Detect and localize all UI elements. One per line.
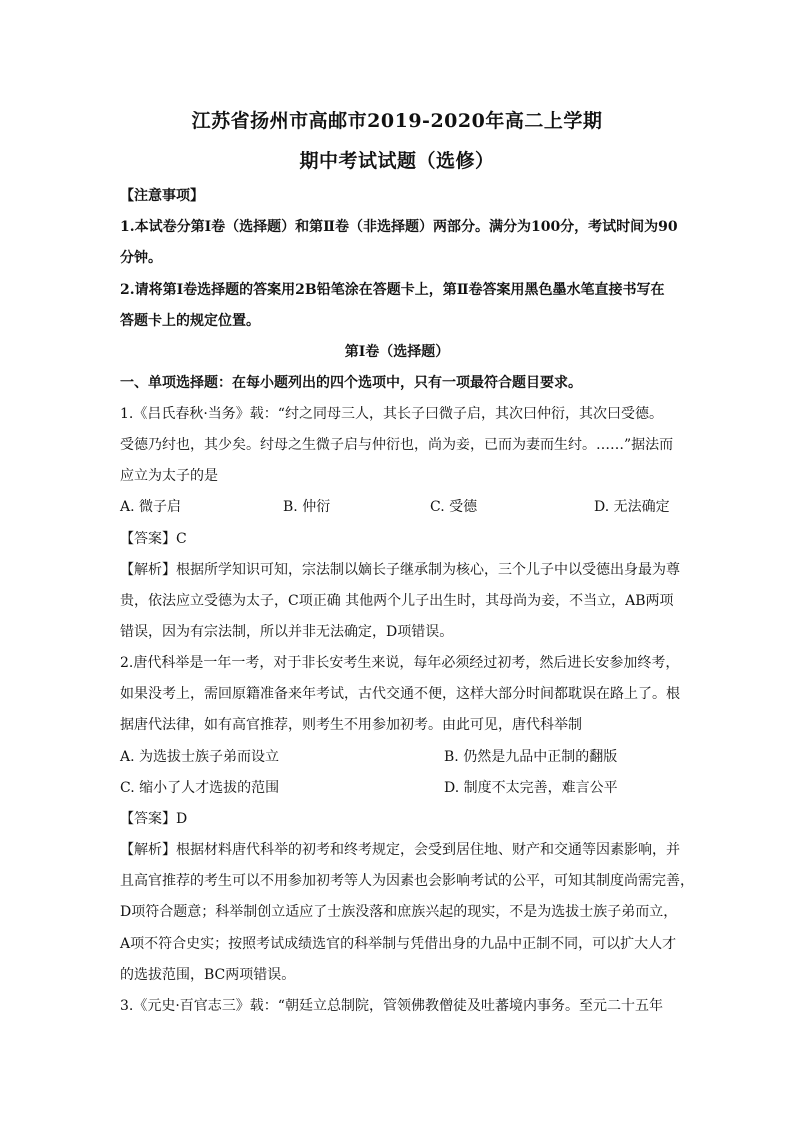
question-1-analysis: 贵，依法应立受德为太子，C项正确 其他两个儿子出生时，其母尚为妾，不当立，AB两项 (120, 593, 674, 609)
question-1-text: 1.《吕氏春秋·当务》载：“纣之同母三人，其长子曰微子启，其次曰仲衍，其次曰受德。 (120, 406, 663, 422)
notice-line: 答题卡上的规定位置。 (120, 313, 260, 329)
question-2-analysis: 【解析】根据材料唐代科举的初考和终考规定，会受到居住地、财产和交通等因素影响，并 (120, 842, 680, 858)
notice-line: 1.本试卷分第Ⅰ卷（选择题）和第Ⅱ卷（非选择题）两部分。满分为100分，考试时间为90 (120, 219, 678, 235)
question-2-option-b: B. 仍然是九品中正制的翻版 (444, 749, 618, 765)
exam-title-line-1: 江苏省扬州市高邮市2019-2020年高二上学期 (191, 110, 603, 132)
question-1-analysis: 【解析】根据所学知识可知，宗法制以嫡长子继承制为核心，三个儿子中以受德出身最为尊 (120, 562, 680, 578)
notice-line: 分钟。 (120, 250, 162, 266)
question-2-option-c: C. 缩小了人才选拔的范围 (120, 780, 280, 796)
exam-title-line-2: 期中考试试题（选修） (299, 150, 495, 172)
question-1-option-b: B. 仲衍 (283, 499, 331, 515)
question-2-text: 据唐代法律，如有高官推荐，则考生不用参加初考。由此可见，唐代科举制 (120, 717, 582, 733)
question-1-option-a: A. 微子启 (120, 499, 182, 515)
section-heading: 第Ⅰ卷（选择题） (344, 344, 450, 360)
question-2-text: 2.唐代科举是一年一考，对于非长安考生来说，每年必须经过初考，然后进长安参加终考， (120, 655, 680, 671)
question-1-text: 应立为太子的是 (120, 468, 218, 484)
question-1-option-d: D. 无法确定 (594, 499, 670, 515)
question-2-analysis: A项不符合史实；按照考试成绩选官的科举制与凭借出身的九品中正制不同，可以扩大人才 (120, 936, 677, 952)
question-2-analysis: 的选拔范围，BC两项错误。 (120, 967, 296, 983)
question-3-text: 3.《元史·百官志三》载：“朝廷立总制院，管领佛教僧徒及吐蕃境内事务。至元二十五年 (120, 998, 663, 1014)
question-2-answer: 【答案】D (120, 811, 188, 827)
notice-heading: 【注意事项】 (120, 188, 204, 204)
notice-line: 2.请将第Ⅰ卷选择题的答案用2B铅笔涂在答题卡上，第Ⅱ卷答案用黑色墨水笔直接书写在 (120, 282, 665, 298)
question-1-option-c: C. 受德 (430, 499, 478, 515)
question-1-text: 受德乃纣也，其少矣。纣母之生微子启与仲衍也，尚为妾，已而为妻而生纣。……”据法而 (120, 437, 674, 453)
question-1-answer: 【答案】C (120, 531, 187, 547)
question-2-analysis: D项符合题意；科举制创立适应了士族没落和庶族兴起的现实，不是为选拔士族子弟而立， (120, 904, 678, 920)
question-2-option-a: A. 为选拔士族子弟而设立 (120, 749, 280, 765)
section-instruction: 一、单项选择题：在每小题列出的四个选项中，只有一项最符合题目要求。 (120, 375, 582, 391)
question-2-analysis: 且高官推荐的考生可以不用参加初考等人为因素也会影响考试的公平，可知其制度尚需完善， (120, 873, 694, 889)
question-2-text: 如果没考上，需回原籍准备来年考试，古代交通不便，这样大部分时间都耽误在路上了。根 (120, 686, 680, 702)
question-2-option-d: D. 制度不太完善，难言公平 (444, 780, 618, 796)
question-1-analysis: 错误，因为有宗法制，所以并非无法确定，D项错误。 (120, 624, 454, 640)
